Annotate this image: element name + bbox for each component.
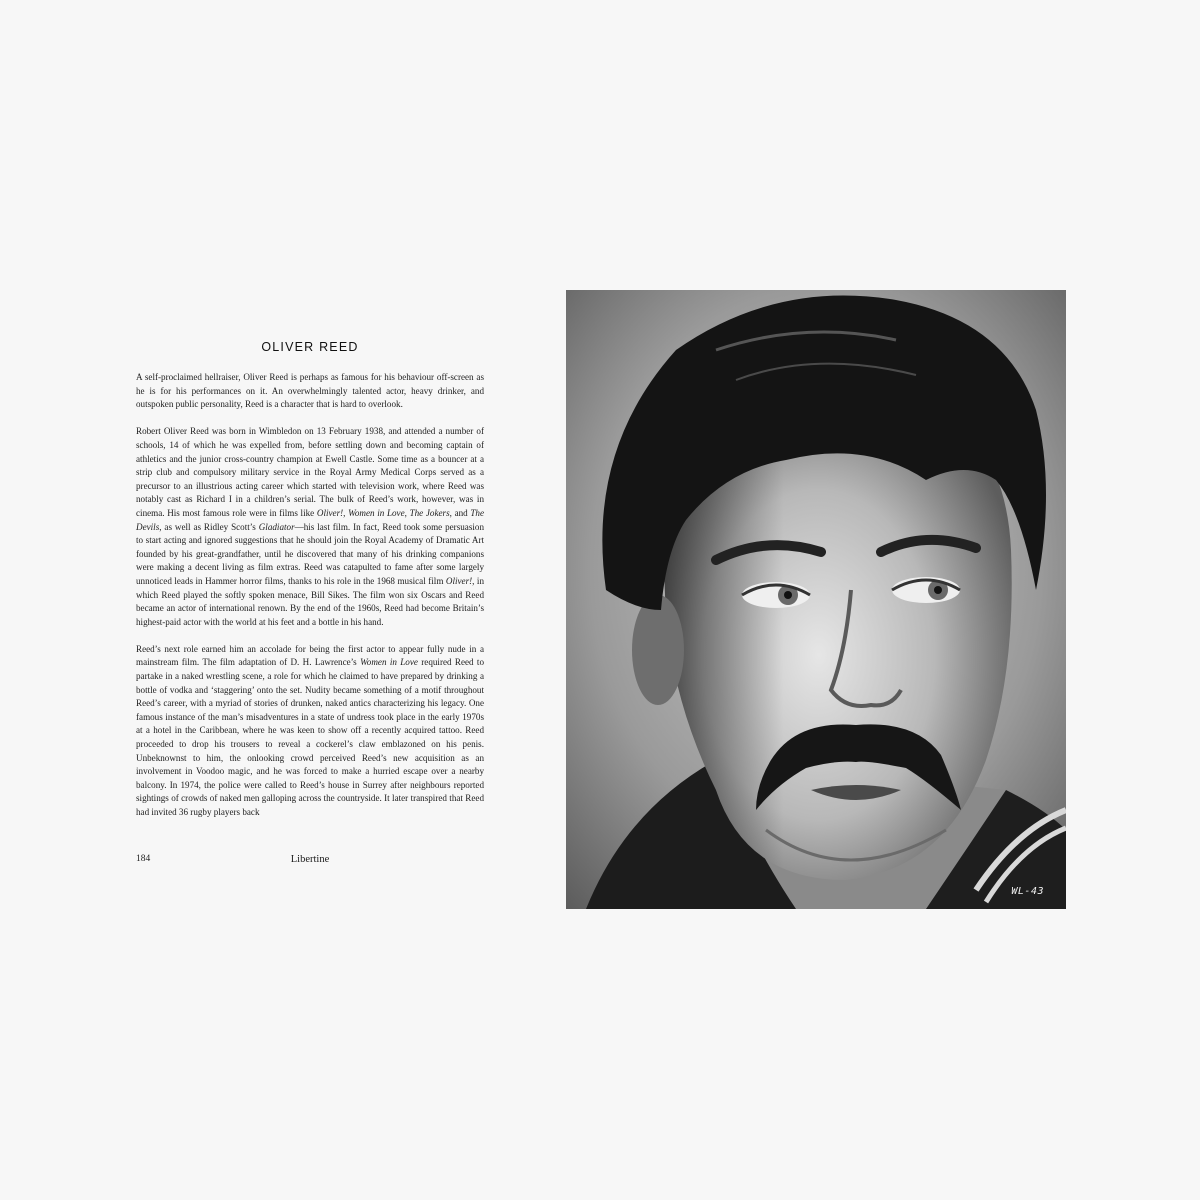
text-run: ,	[343, 507, 349, 518]
italic-title: The Devils	[136, 507, 485, 532]
text-run: Robert Oliver Reed was born in Wimbledon on 13 February 1938, and attended a number of schools, 14 of which he was expelled from, before settling down and becoming captain of athletics and the junior cross-country champion at Ewell Castle. Some time as a bouncer at a strip club and compulsory military service in the Royal Army Medical Corps served as a precursor to an illustrious acting career which started with television work, where Reed was notably cast as Richard I in a children’s serial. The bulk of Reed’s work, however, was in cinema. His most famous role were in films like	[136, 426, 484, 518]
italic-title: Women in Love	[348, 507, 405, 518]
text-run: , in which Reed played the softly spoken menace, Bill Sikes. The film won six Oscars and Reed became an actor of international renown. By the end of the 1960s, Reed had become Britain’s highest-paid actor with the world at his feet and a bottle in his hand.	[136, 575, 484, 627]
article-title: OLIVER REED	[261, 340, 359, 354]
italic-title: The Jokers	[409, 507, 450, 518]
text-run: required Reed to partake in a naked wrestling scene, a role for which he claimed to have prepared by drinking a bottle of vodka and ‘staggering’ onto the set. Nudity became something of a motif throughout Reed’s career, with a myriad of stories of drunken, naked antics characterizing his legacy. One famous instance of the man’s misadventures in a state of undress took place in the early 1970s at a hotel in the Caribbean, where he was keen to show off a recently acquired tattoo. Reed proceeded to drop his trousers to reveal a cockerel’s claw emblazoned on his penis. Unbeknownst to him, the onlooking crowd perceived Reed’s new acquisition as an involvement in Voodoo magic, and he was forced to make a hurried escape over a nearby balcony. In 1974, the police were called to Reed’s house in Surrey after neighbours reported sightings of crowds of naked men galloping across the countryside. It later transpired that Reed had invited 36 rugby players back	[136, 657, 485, 817]
article-paragraph	[136, 371, 484, 412]
running-title: Libertine	[290, 854, 330, 865]
article-paragraph	[136, 643, 484, 820]
italic-title: Women in Love	[360, 657, 418, 668]
italic-title: Oliver!	[445, 575, 473, 586]
italic-title: Gladiator	[258, 521, 295, 532]
article-paragraph	[136, 425, 484, 629]
article-body	[136, 371, 484, 820]
text-run: ,	[404, 507, 410, 518]
text-run: A self-proclaimed hellraiser, Oliver Reed is perhaps as famous for his behaviour off-screen as he is for his performances on it. An overwhelmingly talented actor, heavy drinker, and outspoken public personality, Reed is a character that is hard to overlook.	[136, 372, 484, 410]
photo-code: WL-43	[1011, 886, 1044, 897]
text-run: , and	[449, 507, 471, 518]
italic-title: Oliver!	[316, 507, 344, 518]
portrait-illustration	[566, 290, 1066, 909]
text-run: Reed’s next role earned him an accolade for being the first actor to appear fully nude in a mainstream film. The film adaptation of D. H. Lawrence’s	[136, 643, 484, 668]
text-run: , as well as Ridley Scott’s	[159, 521, 259, 532]
portrait-photo	[566, 290, 1066, 909]
left-page	[136, 340, 484, 833]
text-run: —his last film. In fact, Reed took some persuasion to start acting and ignored suggestions that he should join the Royal Academy of Dramatic Art founded by his great-grandfather, until he discovered that many of his drinking companions were making a decent living as film extras. Reed was catapulted to fame after some largely unnoticed leads in Hammer horror films, thanks to his role in the 1968 musical film	[136, 521, 484, 586]
page-number: 184	[136, 854, 151, 864]
